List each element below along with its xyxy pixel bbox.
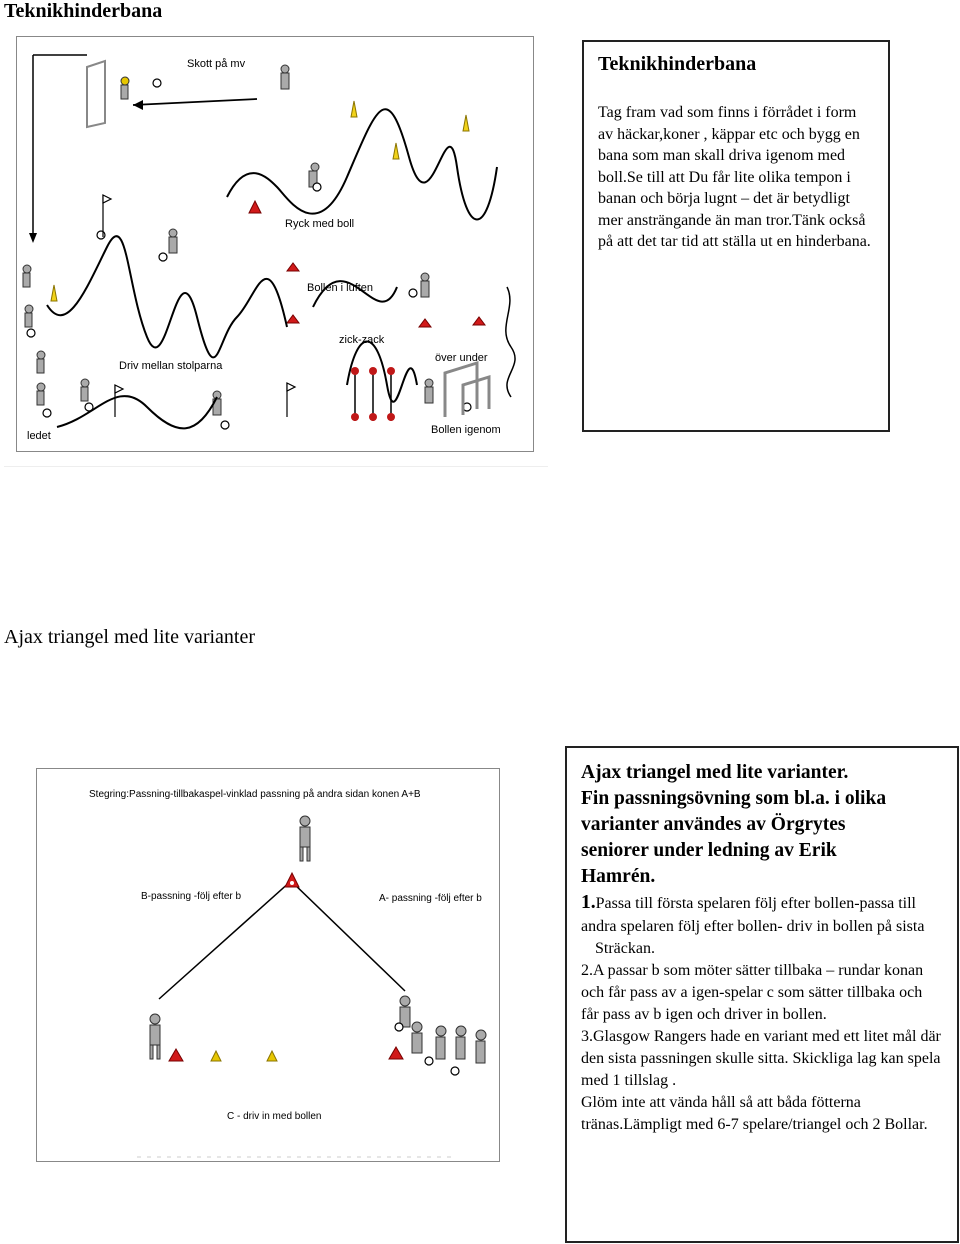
label-ball-through: Bollen igenom xyxy=(431,424,501,436)
obstacle-course-figure xyxy=(16,36,534,452)
item-4: Glöm inte att vända håll så att båda fötterna tränas.Lämpligt med 6-7 spelare/triangel och 2 Bollar. xyxy=(581,1094,928,1133)
heading-line: varianter användes av Örgrytes xyxy=(581,814,846,835)
item-3: 3.Glasgow Rangers hade en variant med ett litet mål där den sista passningen skulle sitta. Skickliga lag kan spela med 1 tillslag . xyxy=(581,1028,941,1089)
label-b-pass: B-passning -följ efter b xyxy=(141,891,242,902)
item-1-number: 1. xyxy=(581,892,596,913)
label-zigzag: zick-zack xyxy=(339,334,385,346)
ajax-triangle-figure xyxy=(36,768,500,1162)
label-air: Bollen i luften xyxy=(307,282,374,294)
label-a-pass: A- passning -följ efter b xyxy=(379,893,482,904)
label-c-drive: C - driv in med bollen xyxy=(227,1111,322,1122)
textbox-body: Tag fram vad som finns i förrådet i form av häckar,koner , käppar etc och bygg en bana som man skall driva igenom med boll.Se till att Du får lite olika tempon i banan och börja lugnt – det är betydligt mer ansträngande än man tror.Tänk också på att det tar tid att ställa ut en hinderbana. xyxy=(598,104,871,250)
ajax-textbox xyxy=(565,746,959,1243)
item-1 xyxy=(581,890,943,938)
heading-line: seniorer under ledning av Erik xyxy=(581,840,837,861)
item-1-text: Passa till första spelaren följ efter bollen-passa till andra spelaren följ efter bollen- driv in bollen på sista xyxy=(581,895,925,935)
divider xyxy=(4,466,548,467)
section-title: Ajax triangel med lite varianter xyxy=(4,626,256,648)
item-1-continuation: Sträckan. xyxy=(595,940,655,957)
ajax-triangle-drawing xyxy=(37,769,499,1161)
heading-line: Hamrén. xyxy=(581,866,656,887)
textbox-title: Teknikhinderbana xyxy=(598,53,757,75)
intro-textbox xyxy=(582,40,890,432)
obstacle-course-drawing xyxy=(17,37,533,451)
heading-line: Fin passningsövning som bl.a. i olika xyxy=(581,788,887,809)
heading-line: Ajax triangel med lite varianter. xyxy=(581,762,849,783)
label-shot: Skott på mv xyxy=(187,58,246,70)
item-2: 2.A passar b som möter sätter tillbaka – rundar konan och får pass av a igen-spelar c som sätter tillbaka och får pass av b igen och driver in bollen. xyxy=(581,962,924,1023)
label-over-under: över under xyxy=(435,352,488,364)
label-ledet: ledet xyxy=(27,430,51,442)
page-title: Teknikhinderbana xyxy=(4,0,163,22)
label-header: Stegring:Passning-tillbakaspel-vinklad passning på andra sidan konen A+B xyxy=(89,789,421,800)
label-poles: Driv mellan stolparna xyxy=(119,360,223,372)
label-pull: Ryck med boll xyxy=(285,218,355,230)
